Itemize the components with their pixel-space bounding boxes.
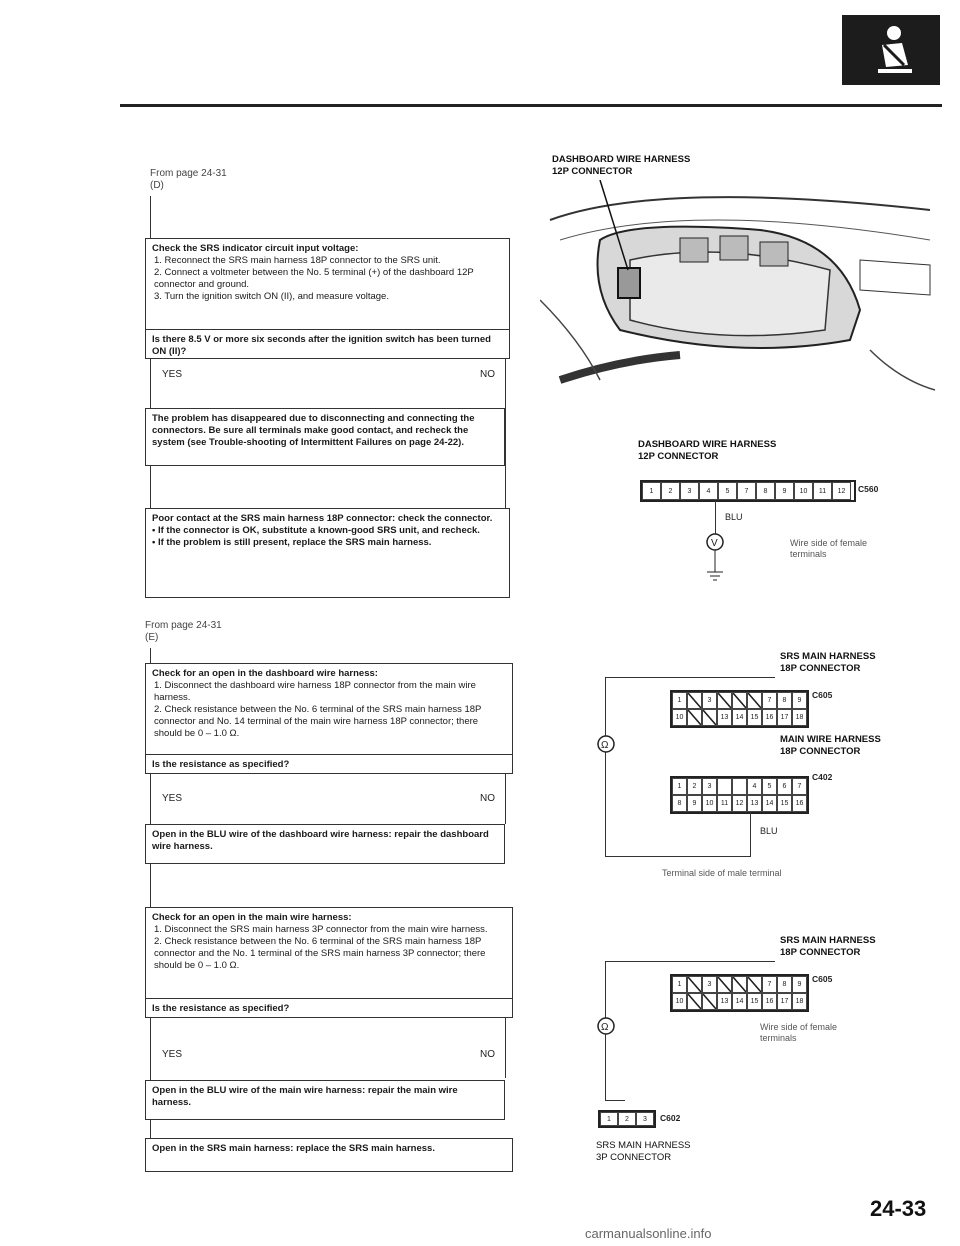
flow-line	[150, 196, 151, 238]
result-replace-srs-harness	[145, 1138, 513, 1172]
pin-blank	[702, 709, 717, 726]
pin: 2	[687, 778, 702, 795]
question-text: Is there 8.5 V or more six seconds after the ignition switch has been turned ON (II)?	[152, 334, 491, 357]
flow-line	[150, 1018, 151, 1138]
pin: 3	[702, 778, 717, 795]
pin: 10	[702, 795, 717, 812]
no-label: NO	[480, 1049, 495, 1060]
pin: 3	[680, 482, 699, 500]
from-page-code: (D)	[150, 180, 164, 191]
result-bullet: • If the connector is OK, substitute a known-good SRS unit, and recheck.	[152, 525, 480, 536]
label-line: SRS MAIN HARNESS	[780, 651, 876, 662]
pin: 16	[792, 795, 807, 812]
connector-id: C605	[812, 974, 833, 984]
result-bullet: • If the problem is still present, replace the SRS main harness.	[152, 537, 432, 548]
main-18p-label	[780, 734, 881, 758]
pin-blank	[732, 778, 747, 795]
pin-blank	[687, 709, 702, 726]
pin: 14	[762, 795, 777, 812]
label-line: DASHBOARD WIRE HARNESS	[638, 439, 777, 450]
airbag-section-icon	[842, 15, 940, 85]
pin: 18	[792, 709, 807, 726]
main-18p-connector	[670, 776, 809, 814]
pin-blank	[747, 976, 762, 993]
srs-18p-connector-b	[670, 974, 809, 1012]
svg-text:Ω: Ω	[601, 1022, 609, 1033]
pin: 18	[792, 993, 807, 1010]
question-box	[145, 754, 513, 774]
pin: 10	[794, 482, 813, 500]
label-line: 3P CONNECTOR	[596, 1152, 672, 1163]
pin-blank	[687, 692, 702, 709]
pin: 12	[732, 795, 747, 812]
step-item: 2. Check resistance between the No. 6 terminal of the SRS main harness 18P connector and No. 14 terminal of the main wire harness 18P connector; there should be 0 – 1.0 Ω.	[154, 704, 482, 739]
pin: 15	[747, 709, 762, 726]
pin: 8	[777, 692, 792, 709]
result-open-main	[145, 1080, 505, 1120]
dashboard-12p-label	[638, 439, 776, 463]
pin: 9	[687, 795, 702, 812]
question-box	[145, 329, 510, 359]
pin: 2	[618, 1112, 636, 1126]
srs-18p-connector-a	[670, 690, 809, 728]
result-text: Open in the SRS main harness: replace the SRS main harness.	[152, 1143, 435, 1154]
srs-3p-label	[596, 1140, 691, 1164]
circuit-line	[750, 812, 751, 857]
pin: 8	[672, 795, 687, 812]
step-title: Check for an open in the dashboard wire harness:	[152, 668, 378, 679]
male-note: Terminal side of male terminal	[662, 868, 782, 878]
pin-blank	[687, 993, 702, 1010]
pin: 16	[762, 993, 777, 1010]
pin: 9	[792, 976, 807, 993]
pin: 1	[672, 692, 687, 709]
pin: 12	[832, 482, 851, 500]
pin: 17	[777, 993, 792, 1010]
flow-line	[505, 359, 506, 509]
circuit-line	[605, 677, 775, 678]
from-page-e	[145, 620, 222, 644]
pin-blank	[732, 692, 747, 709]
result-poor-contact	[145, 508, 510, 598]
pin: 3	[702, 976, 717, 993]
pin: 7	[762, 692, 777, 709]
step-title: Check for an open in the main wire harness:	[152, 912, 352, 923]
pin: 15	[747, 993, 762, 1010]
note-line: Wire side of female	[760, 1022, 838, 1032]
flow-line	[150, 648, 151, 663]
result-text: Open in the BLU wire of the main wire harness: repair the main wire harness.	[152, 1085, 458, 1108]
label-line: 18P CONNECTOR	[780, 746, 861, 757]
page-number: 24-33	[870, 1196, 927, 1221]
pin: 11	[717, 795, 732, 812]
pin: 17	[777, 709, 792, 726]
pin: 6	[777, 778, 792, 795]
label-line: 12P CONNECTOR	[638, 451, 719, 462]
ohmmeter-icon	[596, 1016, 616, 1036]
yes-label: YES	[162, 369, 183, 380]
from-page-d	[150, 168, 227, 192]
label-line: 12P CONNECTOR	[552, 166, 633, 177]
pin: 4	[699, 482, 718, 500]
pin: 1	[600, 1112, 618, 1126]
result-intermittent	[145, 408, 505, 466]
connector-id: C402	[812, 772, 833, 782]
yes-label: YES	[162, 1049, 183, 1060]
step-check-dashboard-harness	[145, 663, 513, 755]
pin: 1	[672, 976, 687, 993]
pin: 8	[756, 482, 775, 500]
result-open-dashboard	[145, 824, 505, 864]
step-item: 3. Turn the ignition switch ON (II), and measure voltage.	[154, 291, 389, 302]
pin: 7	[737, 482, 756, 500]
dashboard-illustration	[540, 180, 940, 420]
note-line: terminals	[760, 1033, 797, 1043]
step-item: 1. Disconnect the SRS main harness 3P connector from the main wire harness.	[154, 924, 488, 935]
connector-id: C605	[812, 690, 833, 700]
note-line: terminals	[790, 549, 827, 559]
label-line: SRS MAIN HARNESS	[596, 1140, 691, 1151]
pin: 13	[717, 709, 732, 726]
pin-blank	[747, 692, 762, 709]
watermark: carmanualsonline.info	[585, 1226, 712, 1241]
pin: 9	[792, 692, 807, 709]
connector-id: C560	[858, 484, 879, 494]
pin: 11	[813, 482, 832, 500]
pin: 15	[777, 795, 792, 812]
circuit-line	[605, 856, 750, 857]
svg-text:Ω: Ω	[601, 740, 609, 751]
pin: 10	[672, 709, 687, 726]
pin: 3	[636, 1112, 654, 1126]
dashboard-12p-connector	[640, 480, 856, 502]
label-line: DASHBOARD WIRE HARNESS	[552, 154, 691, 165]
header-rule	[120, 104, 942, 107]
pin: 10	[672, 993, 687, 1010]
pin: 14	[732, 993, 747, 1010]
voltmeter-icon	[700, 532, 730, 582]
question-box	[145, 998, 513, 1018]
label-line: 18P CONNECTOR	[780, 947, 861, 958]
pin-blank	[687, 976, 702, 993]
probe-wire	[715, 500, 716, 534]
question-text: Is the resistance as specified?	[152, 1003, 290, 1014]
label-line: 18P CONNECTOR	[780, 663, 861, 674]
pin: 3	[702, 692, 717, 709]
pin: 5	[718, 482, 737, 500]
pin: 1	[672, 778, 687, 795]
pin: 1	[642, 482, 661, 500]
step-item: 2. Check resistance between the No. 6 terminal of the SRS main harness 18P connector and the No. 1 terminal of the SRS main harness 3P connector; there should be 0 – 1.0 Ω.	[154, 936, 486, 971]
step-title: Check the SRS indicator circuit input voltage:	[152, 243, 359, 254]
label-line: MAIN WIRE HARNESS	[780, 734, 881, 745]
circuit-line	[605, 1100, 625, 1101]
step-check-main-harness	[145, 907, 513, 999]
result-text: Open in the BLU wire of the dashboard wire harness: repair the dashboard wire harness.	[152, 829, 489, 852]
pin: 5	[762, 778, 777, 795]
pin: 13	[747, 795, 762, 812]
step-item: 1. Disconnect the dashboard wire harness 18P connector from the main wire harness.	[154, 680, 476, 703]
pin-blank	[717, 976, 732, 993]
pin: 9	[775, 482, 794, 500]
question-text: Is the resistance as specified?	[152, 759, 290, 770]
wire-color-label: BLU	[725, 512, 743, 522]
result-text: The problem has disappeared due to disconnecting and connecting the connectors. Be sure all terminals make good contact, and recheck the system (see Trouble-shooting of Intermittent Failures on page 24-22).	[152, 413, 475, 448]
flow-line	[505, 1018, 506, 1078]
label-line: SRS MAIN HARNESS	[780, 935, 876, 946]
pin-blank	[717, 692, 732, 709]
female-note-2	[760, 1022, 837, 1044]
step-item: 1. Reconnect the SRS main harness 18P connector to the SRS unit.	[154, 255, 441, 266]
pin: 2	[661, 482, 680, 500]
no-label: NO	[480, 369, 495, 380]
pin: 13	[717, 993, 732, 1010]
pin: 14	[732, 709, 747, 726]
wire-color-label: BLU	[760, 826, 778, 836]
srs-18p-label	[780, 651, 876, 675]
from-page-code: (E)	[145, 632, 159, 643]
circuit-line	[605, 677, 606, 857]
dashboard-harness-label	[552, 154, 690, 178]
pin: 16	[762, 709, 777, 726]
srs-18p-label-b	[780, 935, 876, 959]
pin: 7	[792, 778, 807, 795]
from-page-text: From page 24-31	[145, 620, 222, 631]
seat-belt-person-icon	[842, 15, 940, 85]
pin: 8	[777, 976, 792, 993]
yes-label: YES	[162, 793, 183, 804]
ohmmeter-icon	[596, 734, 616, 754]
pin: 4	[747, 778, 762, 795]
svg-text:V: V	[711, 538, 718, 549]
from-page-text: From page 24-31	[150, 168, 227, 179]
note-line: Wire side of female	[790, 538, 868, 548]
no-label: NO	[480, 793, 495, 804]
step-item: 2. Connect a voltmeter between the No. 5 terminal (+) of the dashboard 12P connector and ground.	[154, 267, 474, 290]
pin-blank	[702, 993, 717, 1010]
circuit-line	[605, 961, 775, 962]
srs-3p-connector	[598, 1110, 656, 1128]
pin-blank	[717, 778, 732, 795]
pin-blank	[732, 976, 747, 993]
flow-line	[505, 774, 506, 824]
pin: 7	[762, 976, 777, 993]
female-note-1	[790, 538, 867, 560]
result-text: Poor contact at the SRS main harness 18P connector: check the connector.	[152, 513, 493, 524]
step-check-indicator-voltage	[145, 238, 510, 330]
connector-id: C602	[660, 1113, 681, 1123]
